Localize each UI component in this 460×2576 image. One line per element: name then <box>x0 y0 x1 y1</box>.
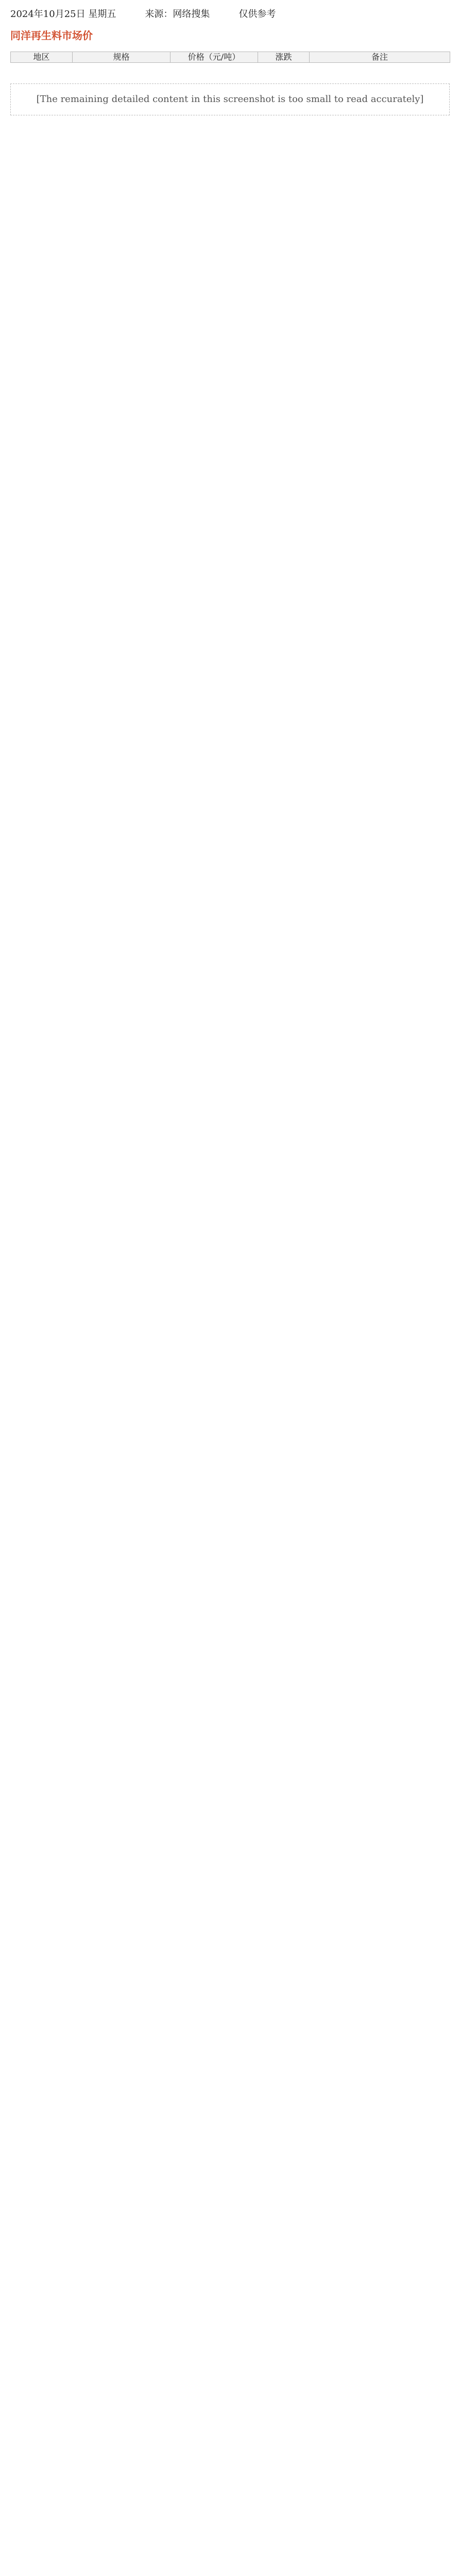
unreadable-content-notice: [The remaining detailed content in this screenshot is too small to read accurately] <box>10 83 450 115</box>
price-table <box>10 52 450 63</box>
brand-title: 同洋再生料市场价 <box>10 29 93 42</box>
header-bar <box>10 8 450 21</box>
column-header-spec: 规格 <box>73 52 171 63</box>
price-table-wrap <box>10 52 450 63</box>
source-label: 来源：网络搜集 <box>145 9 210 20</box>
disclaimer-label: 仅供参考 <box>238 9 276 20</box>
column-header-region: 地区 <box>11 52 73 63</box>
table-header-row <box>11 52 450 63</box>
column-header-note: 备注 <box>310 52 450 63</box>
report-date: 2024年10月25日 星期五 <box>10 9 116 20</box>
column-header-change: 涨跌 <box>258 52 310 63</box>
column-header-price: 价格（元/吨） <box>171 52 258 63</box>
